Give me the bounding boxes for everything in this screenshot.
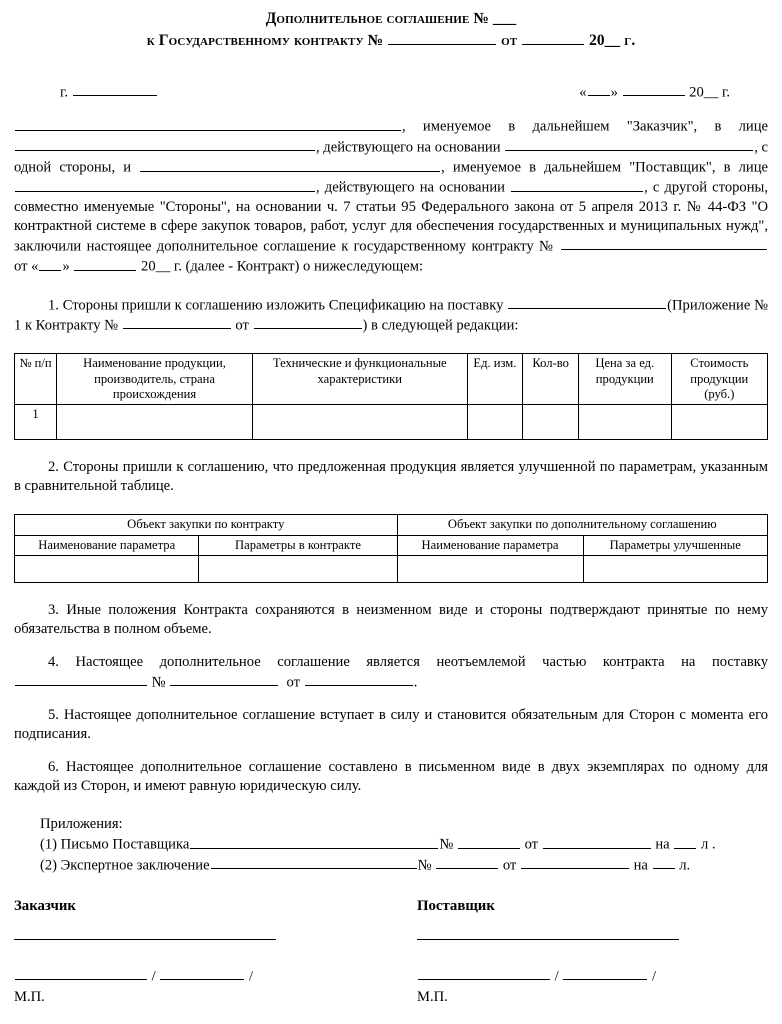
appendix-2-date-blank[interactable]	[521, 855, 629, 869]
clause-3: 3. Иные положения Контракта сохраняются в неизменном виде и стороны подтверждают принятые по нему обязательства в полном объеме.	[14, 602, 768, 638]
city-label: г.	[60, 84, 72, 101]
list-item	[40, 855, 768, 876]
clause-4-number-blank[interactable]	[170, 672, 278, 686]
preamble-text-c: , с одной стороны, и	[14, 139, 768, 176]
signature-customer-seal: М.П.	[14, 989, 45, 1006]
appendix-1-on-label: на	[655, 836, 670, 853]
signature-supplier-fullname-blank[interactable]	[563, 966, 647, 980]
city-date-row	[14, 82, 768, 102]
date-quote-open: «	[579, 84, 587, 101]
date-field	[579, 82, 730, 102]
appendix-2-from-label: от	[502, 857, 517, 874]
preamble-text-d: , именуемое в дальнейшем "Поставщик", в лице	[441, 159, 768, 176]
title-from-label: от	[497, 32, 522, 50]
customer-basis-blank[interactable]	[505, 137, 753, 151]
clause-1	[14, 295, 768, 336]
preamble-text-g: от «	[14, 258, 39, 275]
appendix-2-number-label: №	[417, 857, 432, 874]
customer-name-blank[interactable]	[15, 116, 401, 130]
signature-customer-title: Заказчик	[14, 898, 76, 915]
clause-1-text-b: (Приложение № 1 к Контракту №	[14, 297, 769, 334]
spec-cell-quantity[interactable]	[523, 405, 579, 440]
signature-block	[14, 897, 768, 1007]
comparison-sub-header-row	[15, 535, 768, 555]
signature-column-supplier	[391, 897, 768, 1007]
spec-header-index: № п/п	[15, 354, 57, 405]
contract-day-blank[interactable]	[39, 256, 61, 270]
appendix-2-label: (2) Экспертное заключение	[40, 857, 210, 874]
spec-header-unit-price: Цена за ед. продукции	[578, 354, 671, 405]
appendix-2-pages-label: л.	[679, 857, 691, 874]
signature-supplier-organization-blank[interactable]	[417, 939, 679, 940]
clause-1-supply-blank[interactable]	[508, 295, 666, 309]
signature-supplier-slash-1: /	[554, 968, 559, 985]
comparison-cell-param-name-agreement[interactable]	[397, 556, 583, 583]
appendices-heading: Приложения:	[40, 816, 123, 833]
appendix-1-pages-label: л .	[700, 836, 716, 853]
clause-1-text-c: от	[231, 317, 253, 334]
supplier-representative-blank[interactable]	[15, 177, 315, 191]
comparison-header-param-value-improved: Параметры улучшенные	[583, 535, 768, 555]
comparison-header-param-value-contract: Параметры в контракте	[199, 535, 397, 555]
clause-1-text-d: ) в следующей редакции:	[362, 317, 519, 334]
clause-4: 4. Настоящее дополнительное соглашение является неотъемлемой частью контракта на поставку № от .	[14, 653, 768, 692]
appendix-2-number-blank[interactable]	[436, 855, 498, 869]
clause-6: 6. Настоящее дополнительное соглашение составлено в письменном виде в двух экземплярах по одному для каждой из Сторон, и имеют равную юридическую силу.	[14, 759, 768, 795]
signature-supplier-slash-2: /	[652, 968, 657, 985]
title-year-label: 20__ г.	[585, 32, 636, 50]
title-line-1: Дополнительное соглашение № ___	[265, 10, 517, 27]
signature-customer-fullname-blank[interactable]	[160, 966, 244, 980]
appendix-1-number-label: №	[439, 836, 454, 853]
preamble-text-e: , действующего на основании	[316, 179, 511, 196]
appendix-1-pages-blank[interactable]	[674, 834, 696, 848]
city-blank[interactable]	[73, 82, 157, 96]
preamble-text-b: , действующего на основании	[316, 139, 505, 156]
clause-4-supply-blank[interactable]	[15, 672, 147, 686]
appendix-2-name-blank[interactable]	[211, 855, 417, 869]
signature-customer-slash-2: /	[249, 968, 254, 985]
spec-header-characteristics: Технические и функциональные характеристики	[252, 354, 467, 405]
spec-cell-total-cost[interactable]	[671, 405, 767, 440]
appendix-1-number-blank[interactable]	[458, 834, 520, 848]
clause-1-contract-date-blank[interactable]	[254, 315, 362, 329]
comparison-cell-param-value-improved[interactable]	[583, 556, 768, 583]
title-line-2	[14, 30, 768, 52]
document-title	[14, 8, 768, 52]
preamble-text-a: , именуемое в дальнейшем "Заказчик", в лице	[402, 118, 768, 135]
clause-1-contract-number-blank[interactable]	[123, 315, 231, 329]
signature-column-customer	[14, 897, 391, 1007]
signature-customer-signature-blank[interactable]	[15, 966, 147, 980]
signature-customer-organization-blank[interactable]	[14, 939, 276, 940]
specification-table-header-row	[15, 354, 768, 405]
contract-number-blank[interactable]	[561, 236, 767, 250]
spec-header-quantity: Кол-во	[523, 354, 579, 405]
appendix-2-pages-blank[interactable]	[653, 855, 675, 869]
signature-customer-name-row	[14, 966, 391, 986]
title-contract-label: к Государственному контракту №	[146, 32, 388, 50]
signature-supplier-seal: М.П.	[417, 989, 448, 1006]
appendix-1-name-blank[interactable]	[190, 834, 438, 848]
signature-supplier-name-row	[417, 966, 768, 986]
preamble-text-h: »	[62, 258, 74, 275]
clause-1-text-a: 1. Стороны пришли к соглашению изложить Спецификацию на поставку	[48, 297, 508, 313]
specification-table	[14, 353, 768, 440]
title-contract-number-blank[interactable]	[388, 30, 496, 45]
spec-cell-product-name[interactable]	[57, 405, 253, 440]
date-quote-close: »	[610, 84, 622, 101]
date-day-blank[interactable]	[588, 82, 610, 96]
spec-cell-index: 1	[15, 405, 57, 440]
date-year-label: 20__ г.	[685, 84, 730, 101]
supplier-basis-blank[interactable]	[511, 177, 643, 191]
comparison-group-agreement: Объект закупки по дополнительному соглашению	[397, 515, 767, 535]
signature-customer-slash-1: /	[151, 968, 156, 985]
spec-cell-characteristics[interactable]	[252, 405, 467, 440]
table-row[interactable]	[15, 556, 768, 583]
date-month-blank[interactable]	[623, 82, 685, 96]
title-date-blank[interactable]	[522, 30, 584, 45]
table-row[interactable]	[15, 405, 768, 440]
spec-cell-unit[interactable]	[467, 405, 523, 440]
city-field	[60, 82, 158, 102]
comparison-header-param-name-contract: Наименование параметра	[15, 535, 199, 555]
appendix-1-label: (1) Письмо Поставщика	[40, 836, 190, 853]
customer-representative-blank[interactable]	[15, 137, 315, 151]
clause-4-text: 4. Настоящее дополнительное соглашение является неотъемлемой частью контракта на поставку	[48, 654, 768, 671]
spec-cell-unit-price[interactable]	[578, 405, 671, 440]
clause-5: 5. Настоящее дополнительное соглашение вступает в силу и становится обязательным для Сторон с момента его подписания.	[14, 707, 768, 743]
signature-supplier-title: Поставщик	[417, 898, 495, 915]
appendix-2-on-label: на	[633, 857, 648, 874]
clause-4-from-label: от	[286, 674, 301, 691]
comparison-cell-param-name-contract[interactable]	[15, 556, 199, 583]
spec-header-product-name: Наименование продукции, производитель, страна происхождения	[57, 354, 253, 405]
comparison-cell-param-value-contract[interactable]	[199, 556, 397, 583]
appendix-1-date-blank[interactable]	[543, 834, 651, 848]
signature-supplier-signature-blank[interactable]	[418, 966, 550, 980]
preamble-text-i: 20__ г. (далее - Контракт) о нижеследующем:	[137, 258, 423, 275]
list-item	[40, 834, 768, 855]
spec-header-unit: Ед. изм.	[467, 354, 523, 405]
comparison-table	[14, 514, 768, 583]
appendices-block	[14, 814, 768, 875]
contract-month-blank[interactable]	[74, 256, 136, 270]
supplier-name-blank[interactable]	[140, 157, 440, 171]
preamble-text-f: , с другой стороны, совместно именуемые "Стороны", на основании ч. 7 статьи 95 Федерального закона от 5 апреля 2013 г. № 44-ФЗ "О контрактной системе в сфере закупок товаров, работ, услуг для обеспечения государственных и муниципальных нужд", заключили настоящее дополнительное соглашение к государственному контракту №	[14, 179, 768, 255]
comparison-group-contract: Объект закупки по контракту	[15, 515, 398, 535]
clause-2: 2. Стороны пришли к соглашению, что предложенная продукция является улучшенной по параметрам, указанным в сравнительной таблице.	[14, 459, 768, 495]
appendix-1-from-label: от	[524, 836, 539, 853]
comparison-group-header-row	[15, 515, 768, 535]
preamble-paragraph	[14, 116, 768, 276]
spec-header-total-cost: Стоимость продукции (руб.)	[671, 354, 767, 405]
clause-4-date-blank[interactable]	[305, 672, 413, 686]
clause-4-number-label: №	[151, 674, 166, 691]
comparison-header-param-name-agreement: Наименование параметра	[397, 535, 583, 555]
